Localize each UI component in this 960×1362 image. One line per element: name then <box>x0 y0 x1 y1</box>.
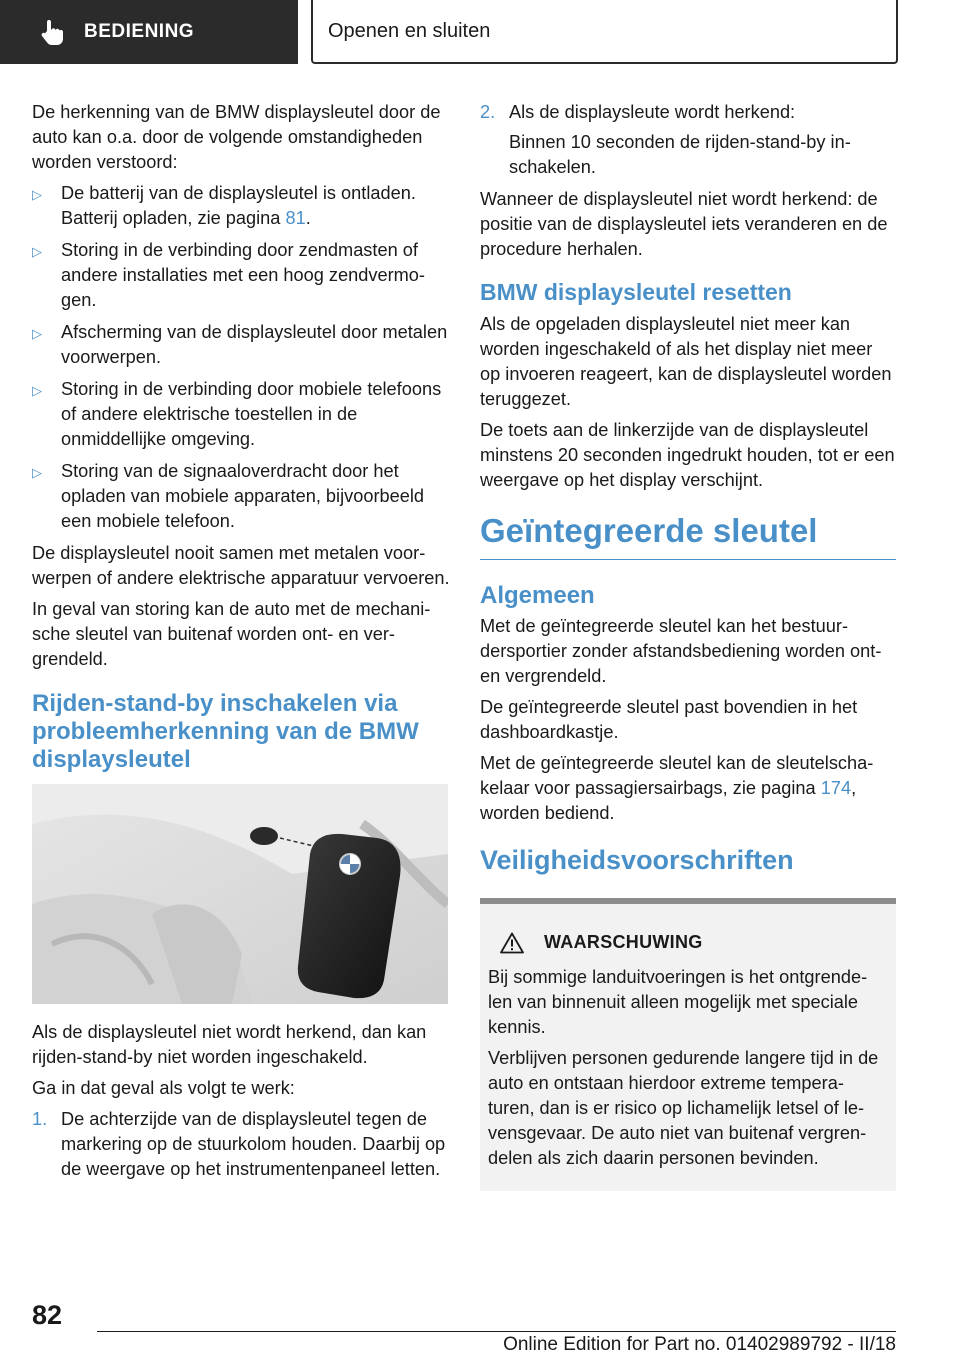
list-item <box>32 181 450 231</box>
heading-integrated-key: Geïntegreerde sleutel <box>480 511 896 560</box>
left-column <box>32 100 450 1189</box>
storing-paragraph: In geval van storing kan de auto met de mechanische sleutel van buitenaf worden ont- en vergrendeld. <box>32 599 431 669</box>
triangle-bullet-icon: ▷ <box>32 383 42 398</box>
triangle-bullet-icon: ▷ <box>32 326 42 341</box>
reset-paragraph-1: Als de opgeladen displaysleutel niet meer kan worden ingeschakeld of als het display niet meer op invoeren reageert, kan de displaysleutel worden teruggezet. <box>480 314 892 409</box>
key-illustration <box>32 784 448 1004</box>
section-tab <box>311 0 898 64</box>
niet-herkend-paragraph: Wanneer de displaysleutel niet wordt herkend: de positie van de displaysleutel iets veranderen en de procedure herhalen. <box>480 189 888 259</box>
steps-list <box>32 1107 450 1182</box>
list-item-text: Storing van de signaaloverdracht door het opladen van mobiele apparaten, bijvoorbeeld een mobiele telefoon. <box>61 461 425 531</box>
paragraph-text: Met de geïntegreerde sleutel kan de sleutelschakelaar voor passagiersairbags, zie pagina <box>480 753 874 798</box>
footer-divider <box>97 1331 896 1332</box>
after-image-paragraph: Als de displaysleutel niet wordt herkend, dan kan rijden-stand-by niet worden ingeschakeld. <box>32 1022 427 1067</box>
heading-algemeen: Algemeen <box>480 582 595 609</box>
heading-safety: Veiligheidsvoorschriften <box>480 845 794 875</box>
step-text: Als de displaysleute wordt herkend: <box>509 102 796 122</box>
step-number: 1. <box>32 1109 48 1129</box>
list-item <box>480 100 896 180</box>
list-item-text: Afscherming van de displaysleutel door metalen voorwerpen. <box>61 322 448 367</box>
paragraph-text: , worden bediend. <box>480 778 857 823</box>
list-item <box>32 320 450 370</box>
warning-header <box>500 930 884 955</box>
step-text: De achterzijde van de displaysleutel tegen de markering op de stuurkolom houden. Daarbij op de weergave op het instrumentenpaneel letten. <box>61 1109 446 1179</box>
metal-paragraph: De displaysleutel nooit samen met metalen voorwerpen of andere elektrische apparatuur vervoeren. <box>32 543 450 588</box>
list-item-text: Storing in de verbinding door mobiele telefoons of andere elektrische toestellen in de onmiddellijke omgeving. <box>61 379 442 449</box>
display-key-image <box>32 784 448 1004</box>
chapter-label: BEDIENING <box>84 21 195 42</box>
algemeen-paragraph-2: De geïntegreerde sleutel past bovendien in het dashboardkastje. <box>480 697 858 742</box>
algemeen-paragraph-3 <box>480 751 896 826</box>
page-number: 82 <box>32 1300 63 1330</box>
steps-list-continued <box>480 100 896 180</box>
heading-rijden-stand-by: Rijden-stand-by inschakelen via probleemherkenning van de BMW displaysleutel <box>32 690 419 773</box>
page-link[interactable]: 174 <box>820 778 852 798</box>
list-item <box>32 238 450 313</box>
right-column <box>480 100 896 1191</box>
warning-paragraph-1: Bij sommige landuitvoeringen is het ontgrendelen van binnenuit alleen mogelijk met speciale kennis. <box>488 967 868 1037</box>
triangle-bullet-icon: ▷ <box>32 187 42 202</box>
intro-paragraph: De herkenning van de BMW displaysleutel door de auto kan o.a. door de volgende omstandigheden worden verstoord: <box>32 102 441 172</box>
list-item-text: Storing in de verbinding door zendmasten of andere installaties met een hoog zendvermogen. <box>61 240 425 310</box>
section-label: Openen en sluiten <box>328 19 491 42</box>
list-item <box>32 1107 450 1182</box>
footer-edition: Online Edition for Part no. 01402989792 - II/18 <box>503 1334 896 1355</box>
warning-paragraph-2: Verblijven personen gedurende langere tijd in de auto en ontstaan hierdoor extreme temperaturen, dan is er risico op lichamelijk letsel of levensgevaar. De auto niet van buitenaf vergrendelen als zich daarin personen bevinden. <box>488 1048 879 1168</box>
triangle-bullet-icon: ▷ <box>32 465 42 480</box>
triangle-bullet-icon: ▷ <box>32 244 42 259</box>
werk-paragraph: Ga in dat geval als volgt te werk: <box>32 1078 295 1098</box>
step-subtext: Binnen 10 seconden de rijden-stand-by inschakelen. <box>509 132 851 177</box>
algemeen-paragraph-1: Met de geïntegreerde sleutel kan het bestuurdersportier zonder afstandsbediening worden ont- en vergrendeld. <box>480 616 882 686</box>
list-item-punct: . <box>305 208 311 228</box>
chapter-tab <box>0 0 298 64</box>
step-number: 2. <box>480 102 496 122</box>
reset-paragraph-2: De toets aan de linkerzijde van de displaysleutel minstens 20 seconden ingedrukt houden, tot er een weergave op het display verschijnt. <box>480 420 895 490</box>
disturbance-list <box>32 181 450 534</box>
heading-reset: BMW displaysleutel resetten <box>480 279 792 305</box>
list-item <box>32 377 450 452</box>
list-item <box>32 459 450 534</box>
list-item-text: De batterij van de displaysleutel is ontladen. Batterij opladen, zie pagina <box>61 183 416 228</box>
warning-box <box>480 898 896 1191</box>
warning-triangle-icon <box>500 932 524 954</box>
hand-pointer-icon <box>38 17 68 47</box>
page-link[interactable]: 81 <box>285 208 306 228</box>
warning-title: WAARSCHUWING <box>544 932 703 952</box>
